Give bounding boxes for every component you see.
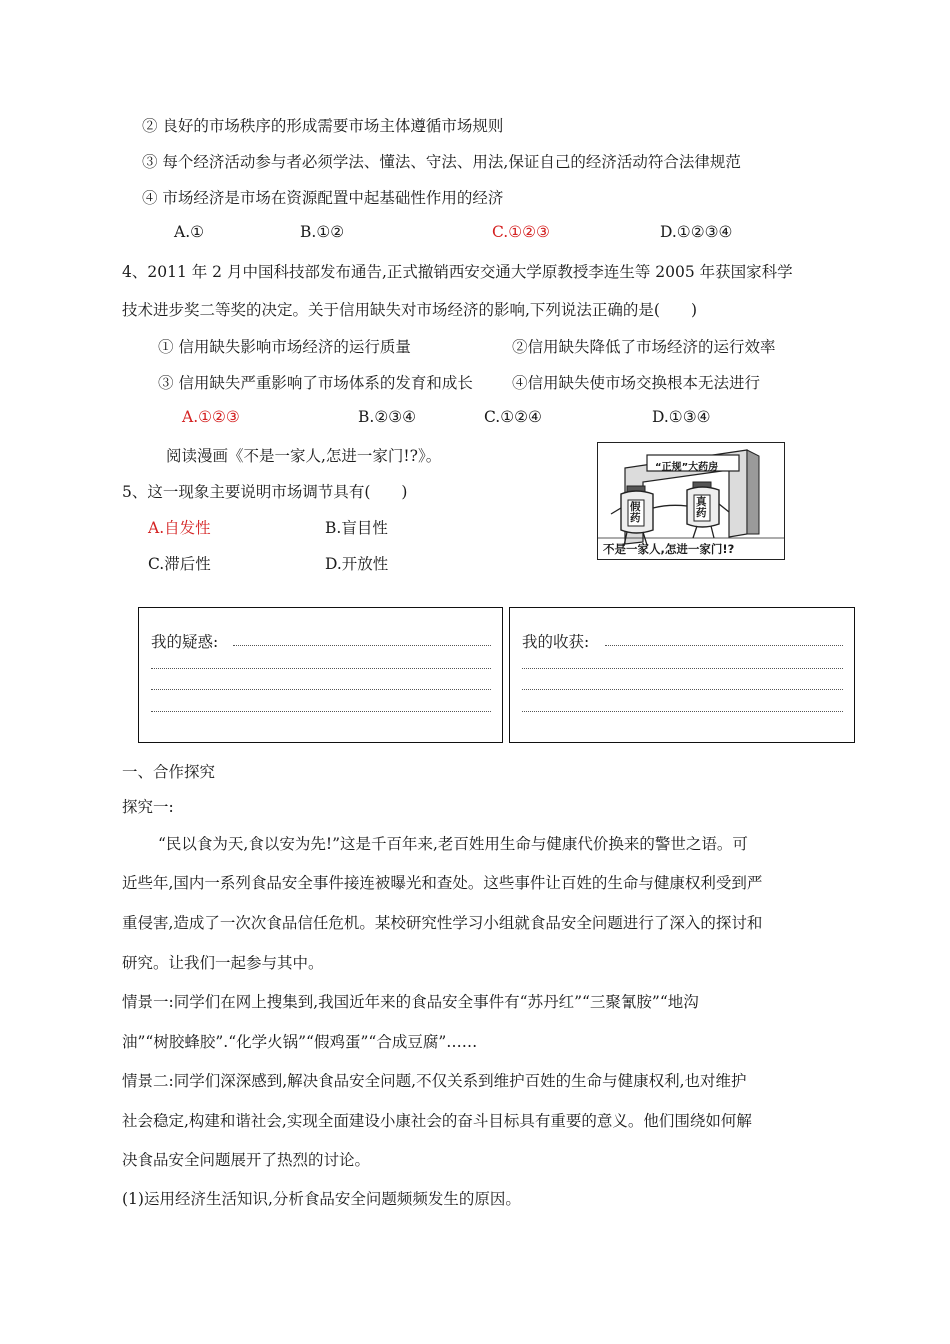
q4-option-4: ④信用缺失使市场交换根本无法进行 xyxy=(512,374,761,392)
q4-choice-d[interactable]: D.①③④ xyxy=(652,408,711,426)
doubts-box[interactable] xyxy=(138,607,503,743)
paragraph-line: “民以食为天,食以安为先!”这是千百年来,老百姓用生命与健康代价换来的警世之语。可 xyxy=(158,835,748,853)
scenario-2-line2: 社会稳定,构建和谐社会,实现全面建设小康社会的奋斗目标具有重要的意义。他们围绕如何解 xyxy=(122,1112,752,1130)
doubts-line[interactable] xyxy=(151,689,491,690)
doubts-line[interactable] xyxy=(233,645,491,646)
gains-line[interactable] xyxy=(605,645,843,646)
cartoon-caption: 不是一家人,怎进一家门!? xyxy=(603,542,735,556)
q3-choice-a[interactable]: A.① xyxy=(174,223,205,241)
q5-intro: 阅读漫画《不是一家人,怎进一家门!?》。 xyxy=(166,447,442,465)
q4-choice-b[interactable]: B.②③④ xyxy=(358,408,417,426)
doubts-line[interactable] xyxy=(151,668,491,669)
doubts-label: 我的疑惑: xyxy=(151,633,219,651)
q4-choice-a-answer[interactable]: A.①②③ xyxy=(182,408,240,426)
cartoon-sign-text: “正规”大药房 xyxy=(655,462,719,473)
explore-title: 探究一: xyxy=(122,798,174,816)
paragraph-line: 近些年,国内一系列食品安全事件接连被曝光和查处。这些事件让百姓的生命与健康权利受到严 xyxy=(122,874,763,892)
cartoon-fake-drug-label: 假药 xyxy=(630,501,641,524)
cartoon-illustration xyxy=(597,442,785,560)
q3-choice-c-answer[interactable]: C.①②③ xyxy=(492,223,550,241)
q5-choice-b[interactable]: B.盲目性 xyxy=(325,519,388,537)
scenario-1-line2: 油”“树胶蜂胶”.“化学火锅”“假鸡蛋”“合成豆腐”…… xyxy=(122,1033,478,1051)
q3-choice-d[interactable]: D.①②③④ xyxy=(660,223,733,241)
question-1: (1)运用经济生活知识,分析食品安全问题频频发生的原因。 xyxy=(122,1190,521,1208)
q4-stem-line2: 技术进步奖二等奖的决定。关于信用缺失对市场经济的影响,下列说法正确的是( ) xyxy=(122,301,698,319)
doubts-line[interactable] xyxy=(151,711,491,712)
q3-option-4: ④ 市场经济是市场在资源配置中起基础性作用的经济 xyxy=(142,189,504,207)
section-heading: 一、合作探究 xyxy=(122,763,216,781)
q5-stem: 5、这一现象主要说明市场调节具有( ) xyxy=(122,483,408,501)
q5-choice-d[interactable]: D.开放性 xyxy=(325,555,389,573)
gains-line[interactable] xyxy=(522,668,843,669)
q3-option-2: ② 良好的市场秩序的形成需要市场主体遵循市场规则 xyxy=(142,117,504,135)
q4-option-1: ① 信用缺失影响市场经济的运行质量 xyxy=(158,338,411,356)
gains-line[interactable] xyxy=(522,711,843,712)
q5-choice-a-answer[interactable]: A.自发性 xyxy=(148,519,211,537)
scenario-2-line1: 情景二:同学们深深感到,解决食品安全问题,不仅关系到维护百姓的生命与健康权利,也对维护 xyxy=(122,1072,747,1090)
q3-option-3: ③ 每个经济活动参与者必须学法、懂法、守法、用法,保证自己的经济活动符合法律规范 xyxy=(142,153,741,171)
q4-option-3: ③ 信用缺失严重影响了市场体系的发育和成长 xyxy=(158,374,473,392)
paragraph-line: 研究。让我们一起参与其中。 xyxy=(122,954,324,972)
gains-line[interactable] xyxy=(522,689,843,690)
q4-option-2: ②信用缺失降低了市场经济的运行效率 xyxy=(512,338,776,356)
q5-choice-c[interactable]: C.滞后性 xyxy=(148,555,211,573)
q4-stem-line1: 4、2011 年 2 月中国科技部发布通告,正式撤销西安交通大学原教授李连生等 2005 年获国家科学 xyxy=(122,263,793,281)
scenario-1-line1: 情景一:同学们在网上搜集到,我国近年来的食品安全事件有“苏丹红”“三聚氰胺”“地沟 xyxy=(122,993,699,1011)
scenario-2-line3: 决食品安全问题展开了热烈的讨论。 xyxy=(122,1151,371,1169)
gains-box[interactable] xyxy=(509,607,855,743)
paragraph-line: 重侵害,造成了一次次食品信任危机。某校研究性学习小组就食品安全问题进行了深入的探讨和 xyxy=(122,914,763,932)
q3-choice-b[interactable]: B.①② xyxy=(300,223,345,241)
gains-label: 我的收获: xyxy=(522,633,590,651)
q4-choice-c[interactable]: C.①②④ xyxy=(484,408,542,426)
cartoon-real-drug-label: 真药 xyxy=(696,496,707,519)
